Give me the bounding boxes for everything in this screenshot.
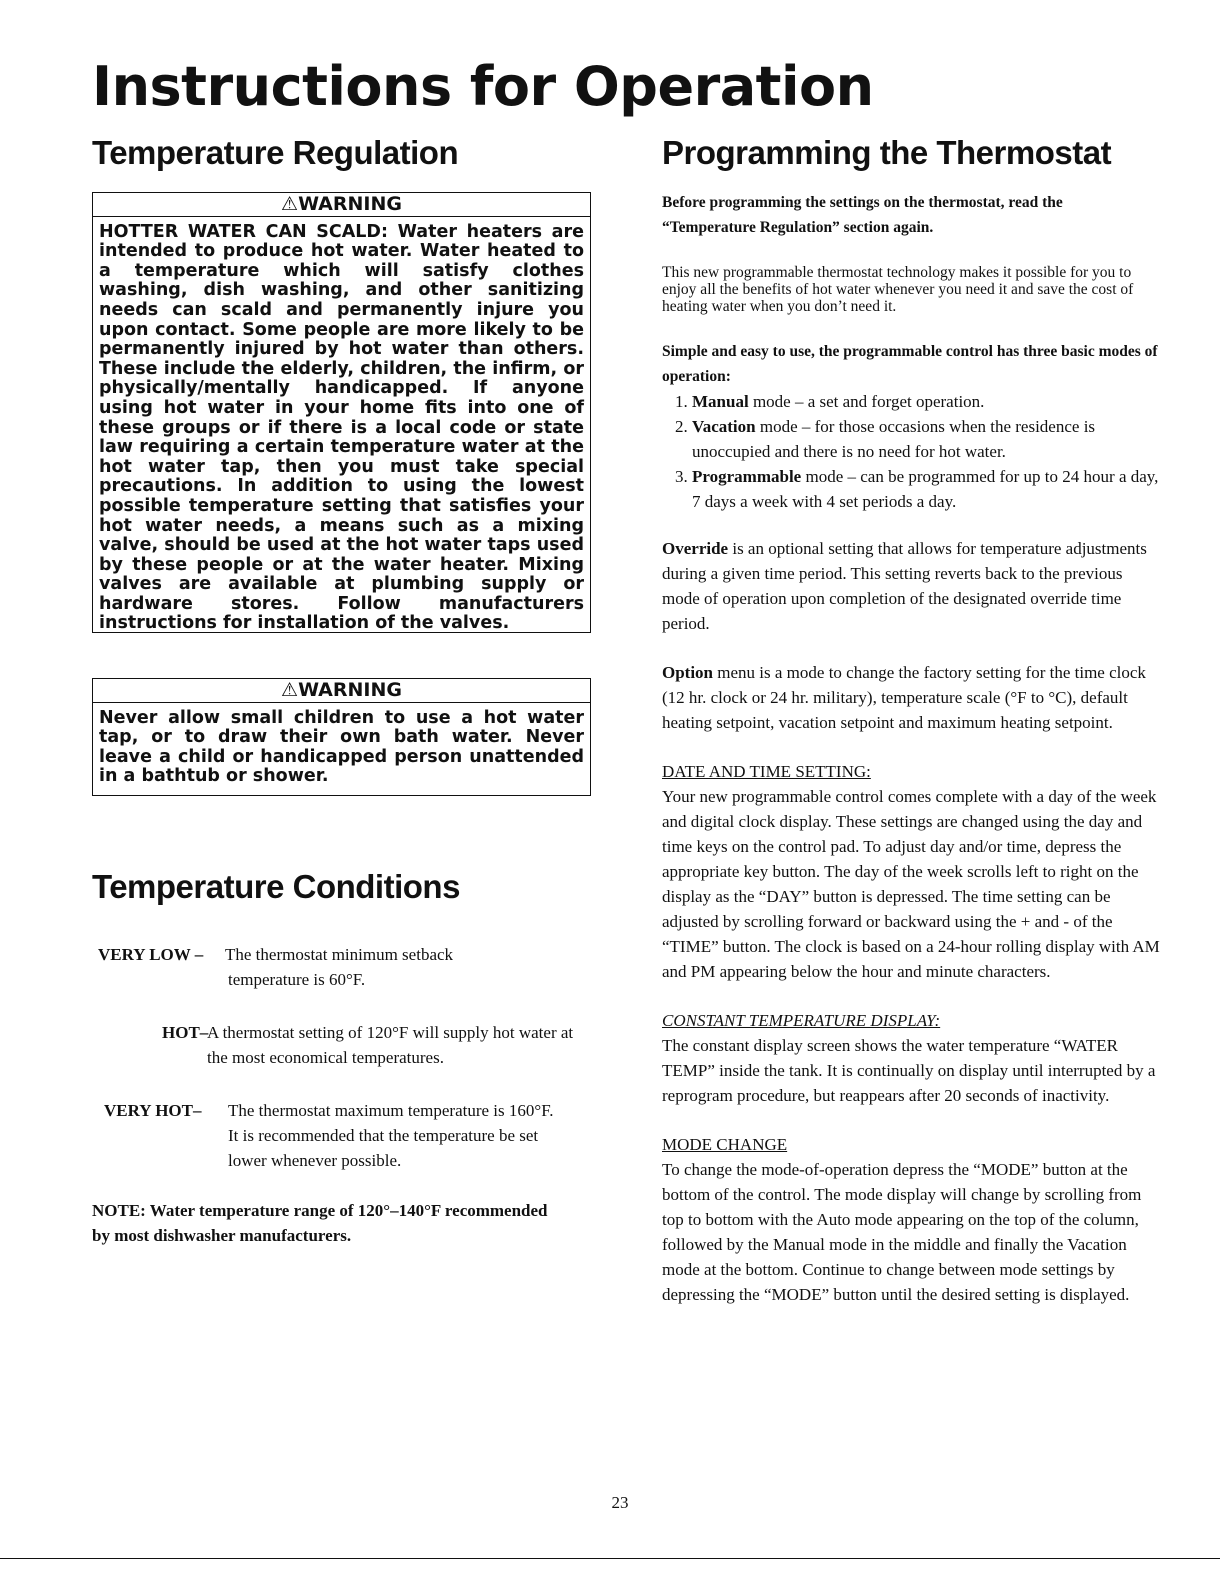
warning-text: Never allow small children to use a hot water tap, or to draw their own bath water. Never leave a child or handicapped person unattended in a bathtub or shower. [99, 707, 584, 787]
warning-header: ⚠WARNING [93, 681, 590, 703]
right-column-text [662, 190, 1160, 1331]
mode-item: 2. Vacation mode – for those occasions when the residence is unoccupied and there is no need for hot water. [692, 414, 1160, 464]
condition-hot: HOT– A thermostat setting of 120°F will supply hot water at the most economical temperatures. [162, 1023, 574, 1067]
page-number: 23 [611, 1493, 629, 1512]
page-title: Instructions for Operation [92, 55, 874, 118]
section-heading-temperature-conditions: Temperature Conditions [92, 868, 460, 905]
modes-lead: Simple and easy to use, the programmable control has three basic modes of operation: [662, 343, 1158, 385]
mode-item: 3. Programmable mode – can be programmed for up to 24 hour a day, 7 days a week with 4 set periods a day. [692, 464, 1160, 514]
option-paragraph: Option menu is a mode to change the factory setting for the time clock (12 hr. clock or 24 hr. military), temperature scale (°F to °C), default heating setpoint, vacation setpoint and maximum heating setpoint. [662, 663, 1146, 732]
warning-box-children [92, 678, 591, 796]
condition-very-hot: VERY HOT– The thermostat maximum temperature is 160°F. It is recommended that the temperature be set lower whenever possible. [104, 1101, 554, 1170]
mode-change-heading: MODE CHANGE [662, 1135, 788, 1154]
warning-box-scald [92, 192, 591, 633]
warning-triangle-icon: ⚠ [281, 679, 299, 701]
constant-display-text: The constant display screen shows the water temperature “WATER TEMP” inside the tank. It is continually on display until interrupted by a reprogram procedure, but reappears after 20 seconds of inactivity. [662, 1036, 1156, 1105]
warning-header: ⚠WARNING [93, 195, 590, 217]
condition-very-low: VERY LOW – The thermostat minimum setback temperature is 60°F. [98, 945, 454, 989]
constant-display-heading: CONSTANT TEMPERATURE DISPLAY: [662, 1011, 941, 1030]
modes-list [662, 389, 1160, 514]
date-time-text: Your new programmable control comes complete with a day of the week and digital clock display. These settings are changed using the day and time keys on the control pad. To adjust day and/or time, depress the appropriate key button. The day of the week scrolls left to right on the display as the “DAY” button is depressed. The time setting can be adjusted by scrolling forward or backward using the + and - of the “TIME” button. The clock is based on a 24-hour rolling display with AM and PM appearing below the hour and minute characters. [662, 787, 1160, 981]
date-time-heading: DATE AND TIME SETTING: [662, 762, 871, 781]
intro-paragraph: This new programmable thermostat technology makes it possible for you to enjoy all the benefits of hot water whenever you need it and save the cost of heating water when you don’t need it. [662, 264, 1134, 315]
section-heading-temperature-regulation: Temperature Regulation [92, 134, 459, 171]
override-paragraph: Override is an optional setting that allows for temperature adjustments during a given time period. This setting reverts back to the previous mode of operation upon completion of the designated override time period. [662, 539, 1147, 633]
warning-text: HOTTER WATER CAN SCALD: Water heaters are intended to produce hot water. Water heated to a temperature which will satisfy clothes washing, dish washing, and other sanitizing needs can scald and permanently injure you upon contact. Some people are more likely to be permanently injured by hot water than others. These include the elderly, children, the infirm, or physically/mentally handicapped. If anyone using hot water in your home fits into one of these groups or if there is a local code or state law requiring a certain temperature water at the hot water tap, then you must take special precautions. In addition to using the lowest possible temperature setting that satisfies your hot water needs, a means such as a mixing valve, should be used at the hot water taps used by these people or at the water heater. Mixing valves are available at plumbing supply or hardware stores. Follow manufacturers instructions for installation of the valves. [99, 221, 584, 634]
dishwasher-note: NOTE: Water temperature range of 120°–140°F recommended by most dishwasher manufacturers. [92, 1201, 548, 1245]
footer-rule [0, 1558, 1220, 1559]
section-heading-programming: Programming the Thermostat [662, 134, 1112, 171]
mode-change-text: To change the mode-of-operation depress the “MODE” button at the bottom of the control. The mode display will change by scrolling from top to bottom with the Auto mode appearing on the top of the column, followed by the Manual mode in the middle and finally the Vacation mode at the bottom. Continue to change between mode settings by depressing the “MODE” button until the desired setting is displayed. [662, 1160, 1142, 1304]
intro-bold: Before programming the settings on the thermostat, read the “Temperature Regulation” section again. [662, 194, 1063, 236]
mode-item: 1. Manual mode – a set and forget operation. [692, 389, 1160, 414]
warning-triangle-icon: ⚠ [281, 193, 299, 215]
